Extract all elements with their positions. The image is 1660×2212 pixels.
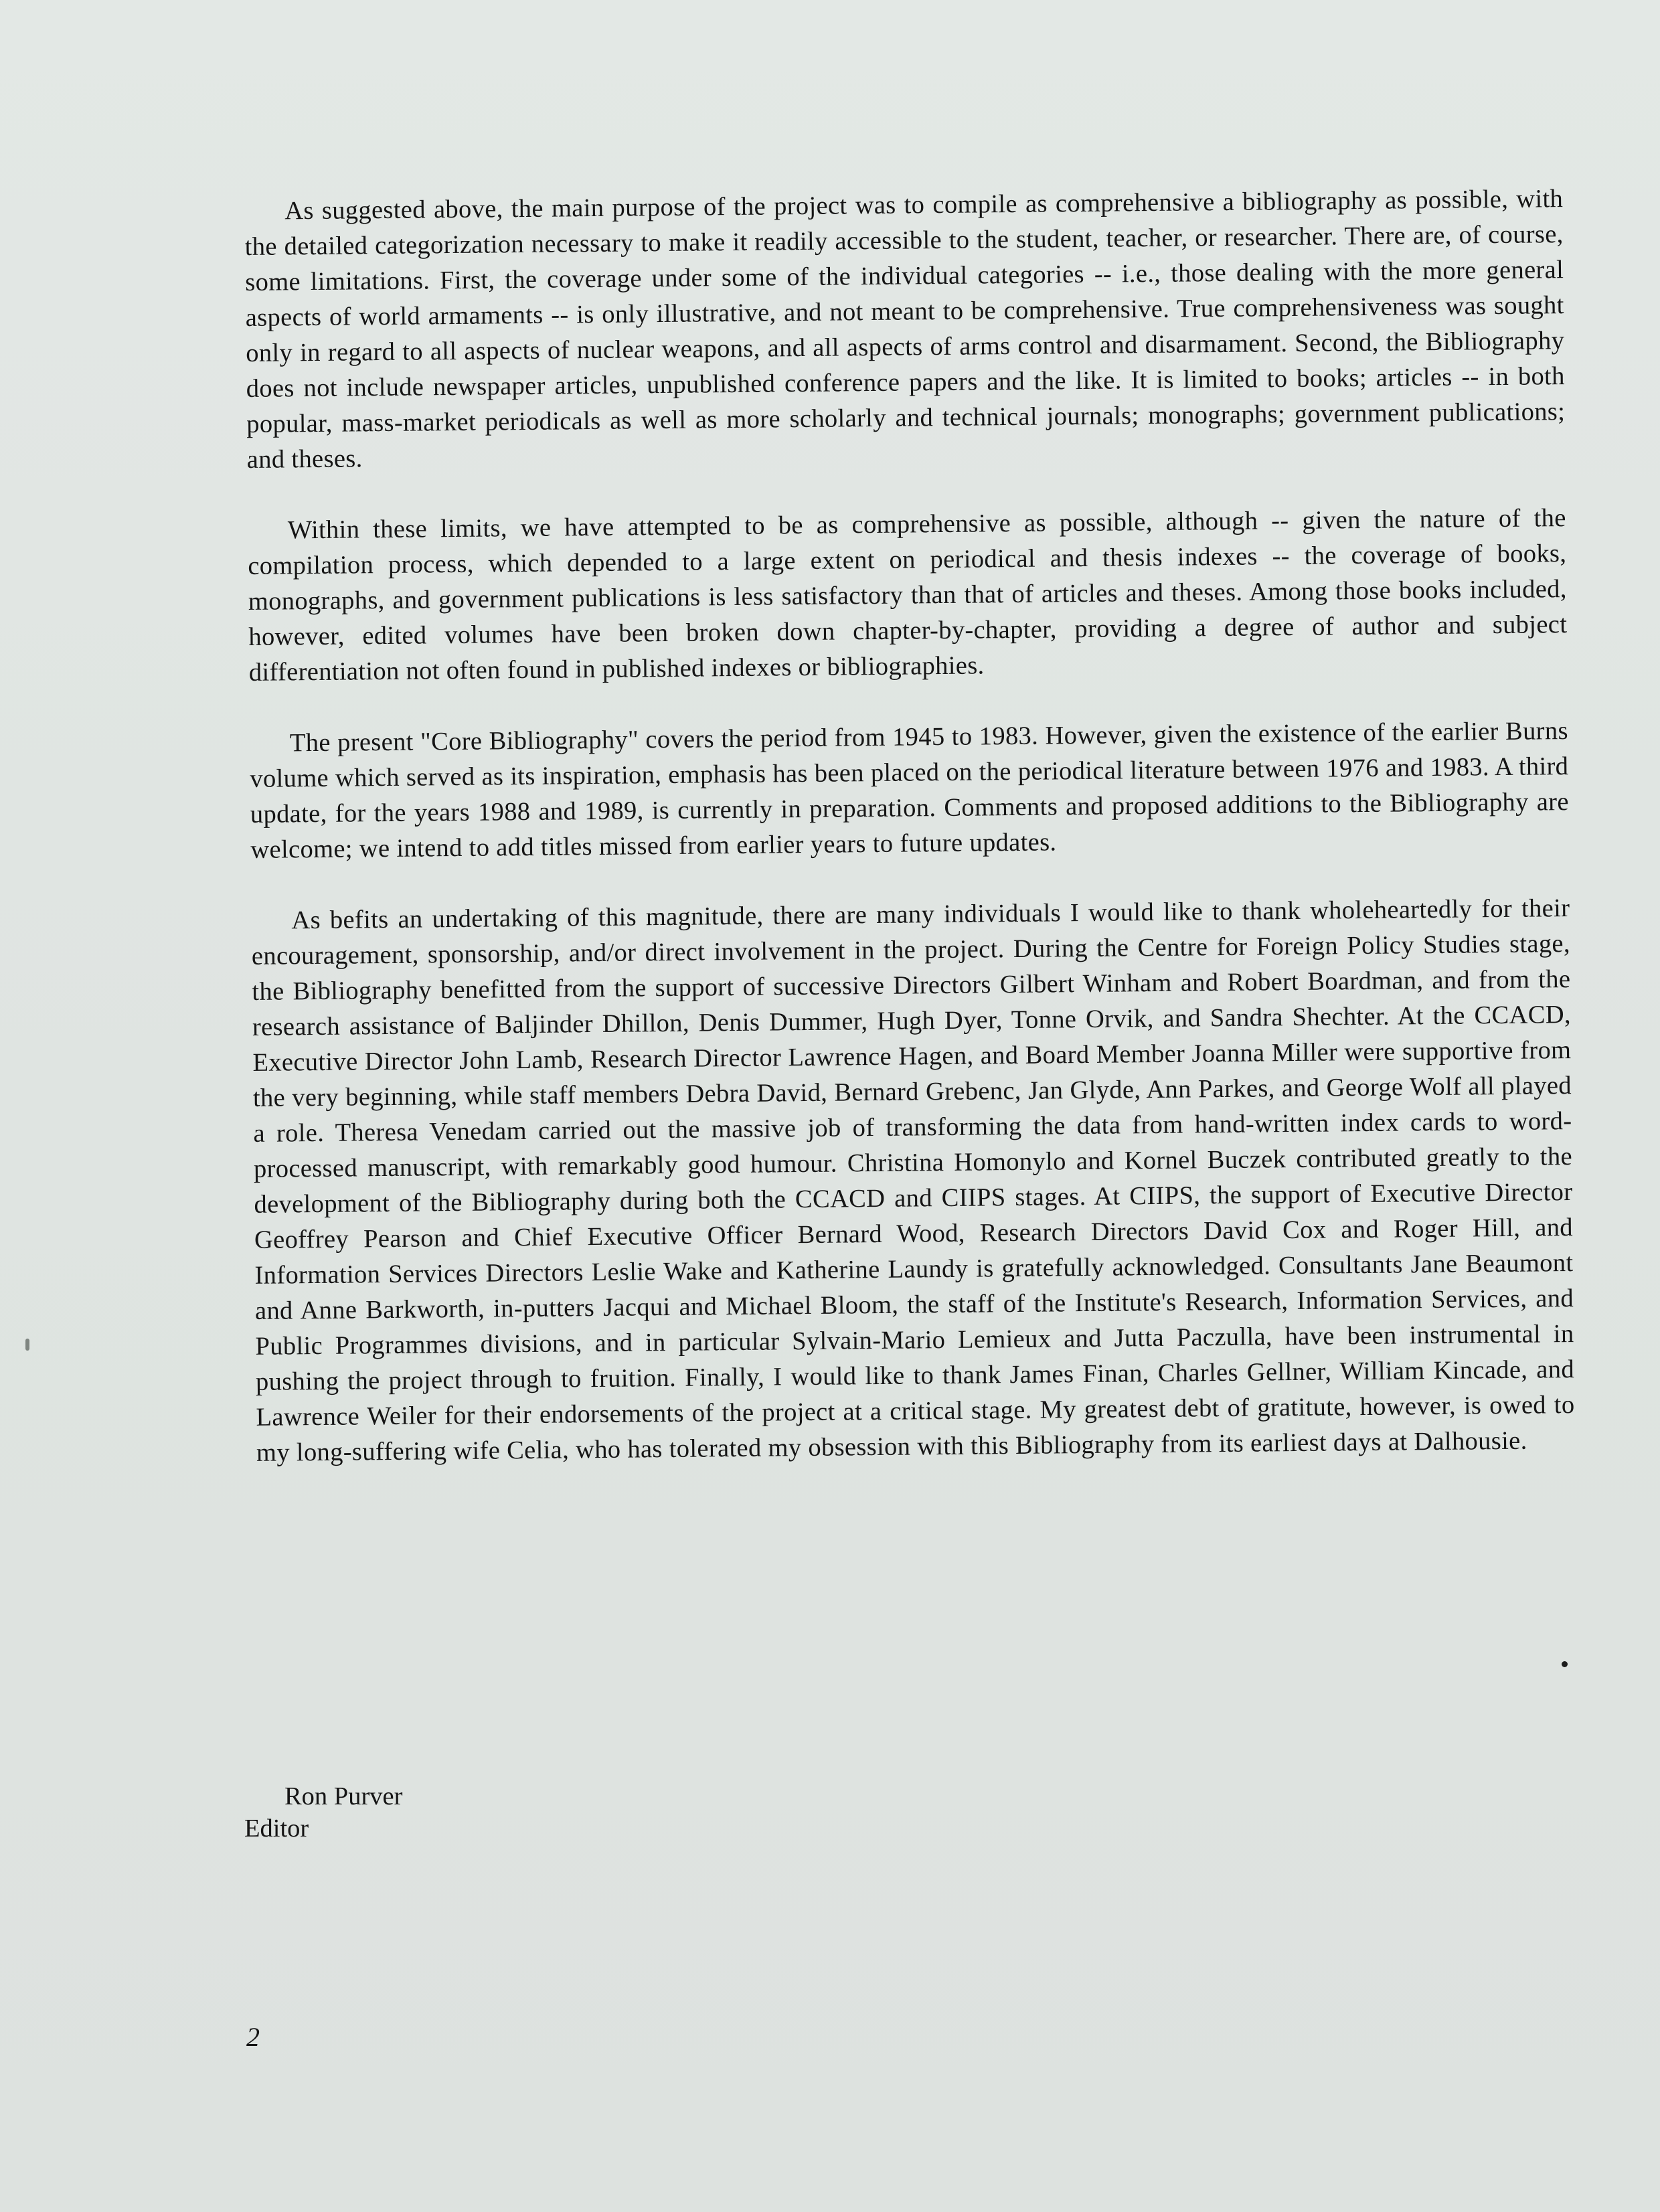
- paragraph-acknowledgements: As befits an undertaking of this magnitude, there are many individuals I would like to thank wholeheartedly for their encouragement, sponsorship, and/or direct involvement in the project. During the Centre for Foreign Policy Studies stage, the Bibliography benefitted from the support of successive Directors Gilbert Winham and Robert Boardman, and from the research assistance of Baljinder Dhillon, Denis Dummer, Hugh Dyer, Tonne Orvik, and Sandra Shechter. At the CCACD, Executive Director John Lamb, Research Director Lawrence Hagen, and Board Member Joanna Miller were supportive from the very beginning, while staff members Debra David, Bernard Grebenc, Jan Glyde, Ann Parkes, and George Wolf all played a role. Theresa Venedam carried out the massive job of transforming the data from hand-written index cards to word-processed manuscript, with remarkably good humour. Christina Homonylo and Kornel Buczek contributed greatly to the development of the Bibliography during both the CCACD and CIIPS stages. At CIIPS, the support of Executive Director Geoffrey Pearson and Chief Executive Officer Bernard Wood, Research Directors David Cox and Roger Hill, and Information Services Directors Leslie Wake and Katherine Laundy is gratefully acknowledged. Consultants Jane Beaumont and Anne Barkworth, in-putters Jacqui and Michael Bloom, the staff of the Institute's Research, Information Services, and Public Programmes divisions, and in particular Sylvain-Mario Lemieux and Jutta Paczulla, have been instrumental in pushing the project through to fruition. Finally, I would like to thank James Finan, Charles Gellner, William Kincade, and Lawrence Weiler for their endorsements of the project at a critical stage. My greatest debt of gratitute, however, is owed to my long-suffering wife Celia, who has tolerated my obsession with this Bibliography from its earliest days at Dalhousie.: [251, 894, 1575, 1467]
- paragraph-limits: Within these limits, we have attempted to be as comprehensive as possible, although -- given the nature of the compilation process, which depended to a large extent on periodical and thesis indexes -- the coverage of books, monographs, and government publications is less satisfactory than that of articles and theses. Among those books included, however, edited volumes have been broken down chapter-by-chapter, providing a degree of author and subject differentiation not often found in published indexes or bibliographies.: [248, 504, 1568, 687]
- ink-speck: [1562, 1661, 1568, 1667]
- paragraph-coverage: The present "Core Bibliography" covers the period from 1945 to 1983. However, given the existence of the earlier Burns volume which served as its inspiration, emphasis has been placed on the periodical literature between 1976 and 1983. A third update, for the years 1988 and 1989, is currently in preparation. Comments and proposed additions to the Bibliography are welcome; we intend to add titles missed from earlier years to future updates.: [250, 717, 1570, 864]
- author-name: Ron Purver: [284, 1782, 403, 1810]
- author-role: Editor: [244, 1814, 309, 1843]
- paragraph-purpose: As suggested above, the main purpose of the project was to compile as comprehensive a bibliography as possible, with the detailed categorization necessary to make it readily accessible to the student, teacher, or researcher. There are, of course, some limitations. First, the coverage under some of the individual categories -- i.e., those dealing with the more general aspects of world armaments -- is only illustrative, and not meant to be comprehensive. True comprehensiveness was sought only in regard to all aspects of nuclear weapons, and all aspects of arms control and disarmament. Second, the Bibliography does not include newspaper articles, unpublished conference papers and the like. It is limited to books; articles -- in both popular, mass-market periodicals as well as more scholarly and technical journals; monographs; government publications; and theses.: [244, 185, 1566, 474]
- signature-block: [244, 1780, 402, 1845]
- page-number: 2: [246, 2022, 260, 2052]
- scan-mark: [25, 1339, 29, 1351]
- body-text: [244, 181, 1576, 1507]
